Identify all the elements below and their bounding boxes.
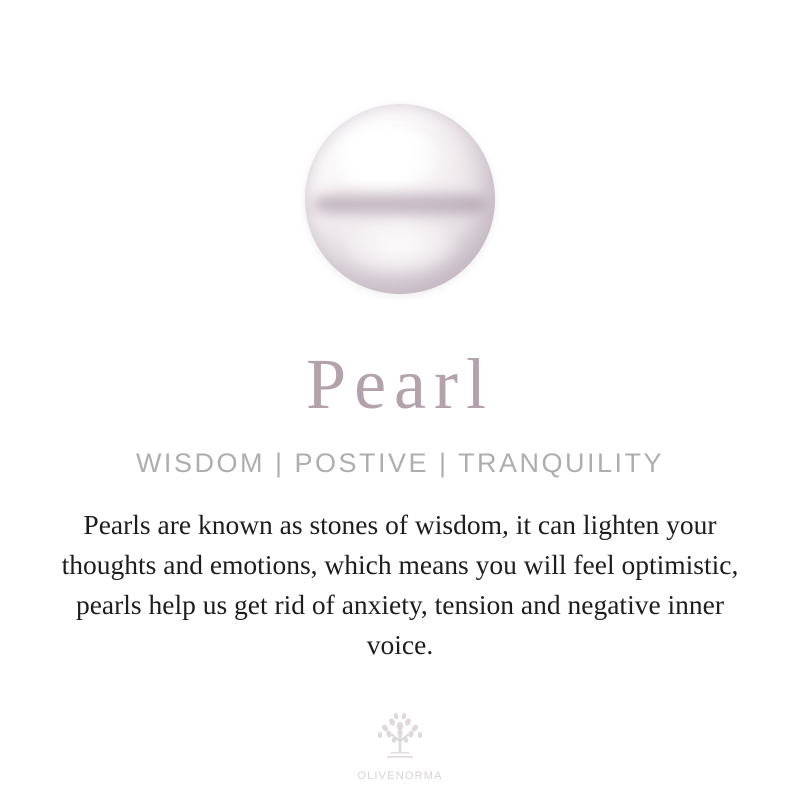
brand-logo (330, 700, 470, 782)
pearl-edge-shading (305, 104, 495, 294)
pearl-image (305, 104, 495, 294)
description-text: Pearls are known as stones of wisdom, it can lighten your thoughts and emotions, which means you will feel optimistic, pearls help us get rid of anxiety, tension and negative inner voice. (61, 509, 739, 660)
page-title: Pearl (306, 344, 494, 424)
keyword-line: WISDOM | POSTIVE | TRANQUILITY (135, 448, 665, 478)
brand-name: OLIVENORMA (357, 770, 443, 782)
olive-tree-icon (365, 700, 435, 768)
